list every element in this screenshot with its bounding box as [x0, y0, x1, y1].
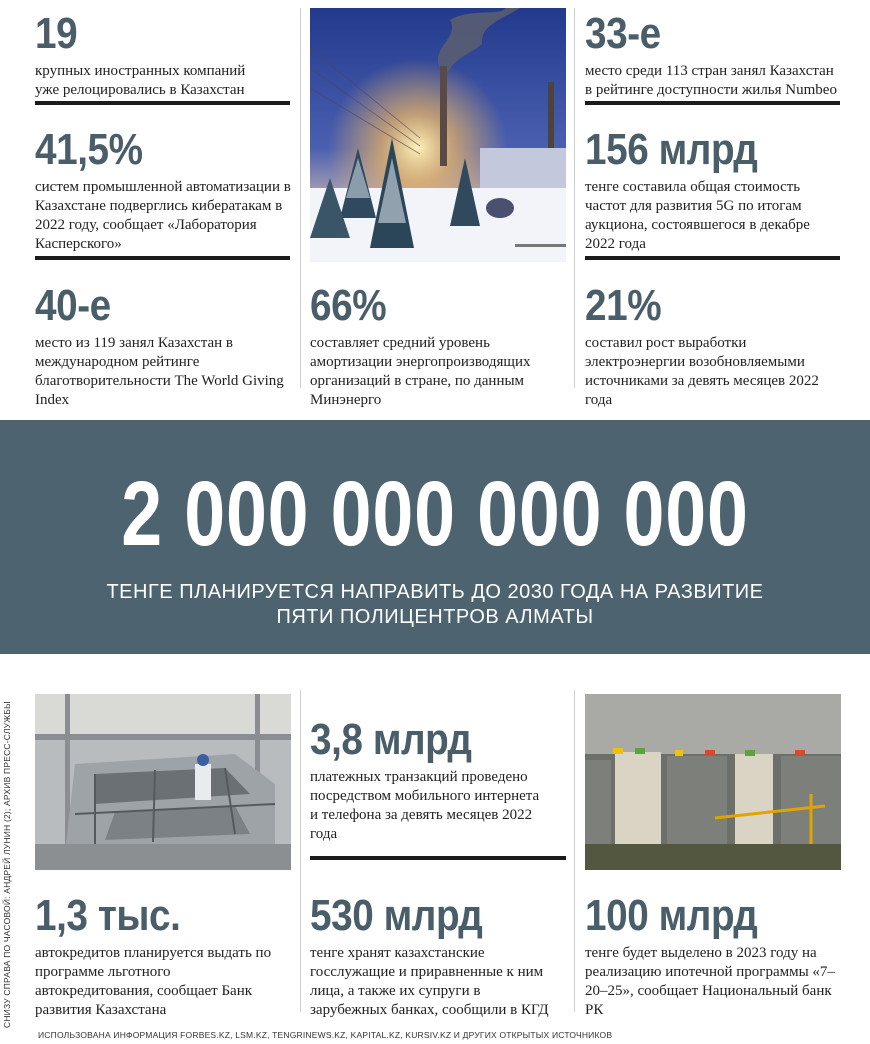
stat-value: 66%	[310, 281, 387, 330]
stat-value: 19	[35, 9, 78, 58]
stat-description: место среди 113 стран занял Казахстан в рейтинге доступности жилья Numbeo	[585, 63, 837, 98]
stat-block	[310, 281, 570, 410]
stat-description: тенге хранят казахстанские госслужащие и приравненные к ним лица, а также их супруги в зарубежных банках, сообщили в КГД	[310, 945, 549, 1018]
section-rule	[585, 101, 840, 105]
apartment-buildings-photo	[585, 694, 841, 870]
stat-block	[585, 281, 845, 410]
section-rule	[35, 256, 290, 260]
banner-caption-line: ПЯТИ ПОЛИЦЕНТРОВ АЛМАТЫ	[276, 606, 594, 628]
section-rule	[585, 256, 840, 260]
stat-description: платежных транзакций проведено посредством мобильного интернета и телефона за девять месяцев 2022 года	[310, 769, 540, 842]
stat-block	[35, 9, 290, 100]
section-rule	[310, 856, 566, 860]
column-divider	[574, 8, 575, 388]
photo-credit: СНИЗУ СПРАВА ПО ЧАСОВОЙ: АНДРЕЙ ЛУНИН (2); АРХИВ ПРЕСС-СЛУЖБЫ	[2, 701, 12, 1028]
stat-block	[35, 125, 295, 254]
section-rule	[35, 101, 290, 105]
stat-description: составляет средний уровень амортизации энергопроизводящих организаций в стране, по данным Минэнерго	[310, 335, 531, 408]
stat-value: 1,3 тыс.	[35, 891, 181, 940]
stat-value: 40-е	[35, 281, 111, 330]
stat-value: 21%	[585, 281, 662, 330]
banner-caption	[0, 580, 870, 630]
stat-block	[585, 125, 845, 254]
stat-description: тенге составила общая стоимость частот для развития 5G по итогам аукциона, состоявшегося в декабре 2022 года	[585, 179, 810, 252]
stat-description: систем промышленной автоматизации в Казахстане подверглись кибератакам в 2022 году, сообщает «Лаборатория Касперского»	[35, 179, 291, 252]
car-factory-photo	[35, 694, 291, 870]
stat-value: 100 млрд	[585, 891, 758, 940]
stat-block	[585, 891, 845, 1020]
stat-block	[310, 715, 570, 844]
column-divider	[300, 8, 301, 388]
stat-block	[310, 891, 570, 1020]
banner-value: 2 000 000 000 000	[121, 463, 749, 565]
stat-block	[35, 281, 295, 410]
stat-value: 33-е	[585, 9, 661, 58]
stat-value: 3,8 млрд	[310, 715, 472, 764]
stat-description: автокредитов планируется выдать по программе льготного автокредитования, сообщает Банк развития Казахстана	[35, 945, 272, 1018]
column-divider	[574, 690, 575, 1012]
stat-value: 530 млрд	[310, 891, 483, 940]
headline-banner	[0, 420, 870, 654]
stat-block	[35, 891, 295, 1020]
column-divider	[300, 690, 301, 1012]
stat-value: 41,5%	[35, 125, 143, 174]
stat-description: место из 119 занял Казахстан в международном рейтинге благотворительности The World Giving Index	[35, 335, 284, 408]
stat-block	[585, 9, 845, 100]
power-plant-photo	[310, 8, 566, 262]
stat-value: 156 млрд	[585, 125, 758, 174]
source-note: ИСПОЛЬЗОВАНА ИНФОРМАЦИЯ FORBES.KZ, LSM.KZ, TENGRINEWS.KZ, KAPITAL.KZ, KURSIV.KZ И ДРУГИХ ОТКРЫТЫХ ИСТОЧНИКОВ	[38, 1030, 613, 1040]
banner-caption-line: ТЕНГЕ ПЛАНИРУЕТСЯ НАПРАВИТЬ ДО 2030 ГОДА НА РАЗВИТИЕ	[106, 581, 764, 603]
stat-description: тенге будет выделено в 2023 году на реализацию ипотечной программы «7–20–25», сообщает Национальный банк РК	[585, 945, 835, 1018]
stat-description: составил рост выработки электроэнергии возобновляемыми источниками за девять месяцев 2022 года	[585, 335, 819, 408]
stat-description: крупных иностранных компаний уже релоцировались в Казахстан	[35, 63, 246, 98]
